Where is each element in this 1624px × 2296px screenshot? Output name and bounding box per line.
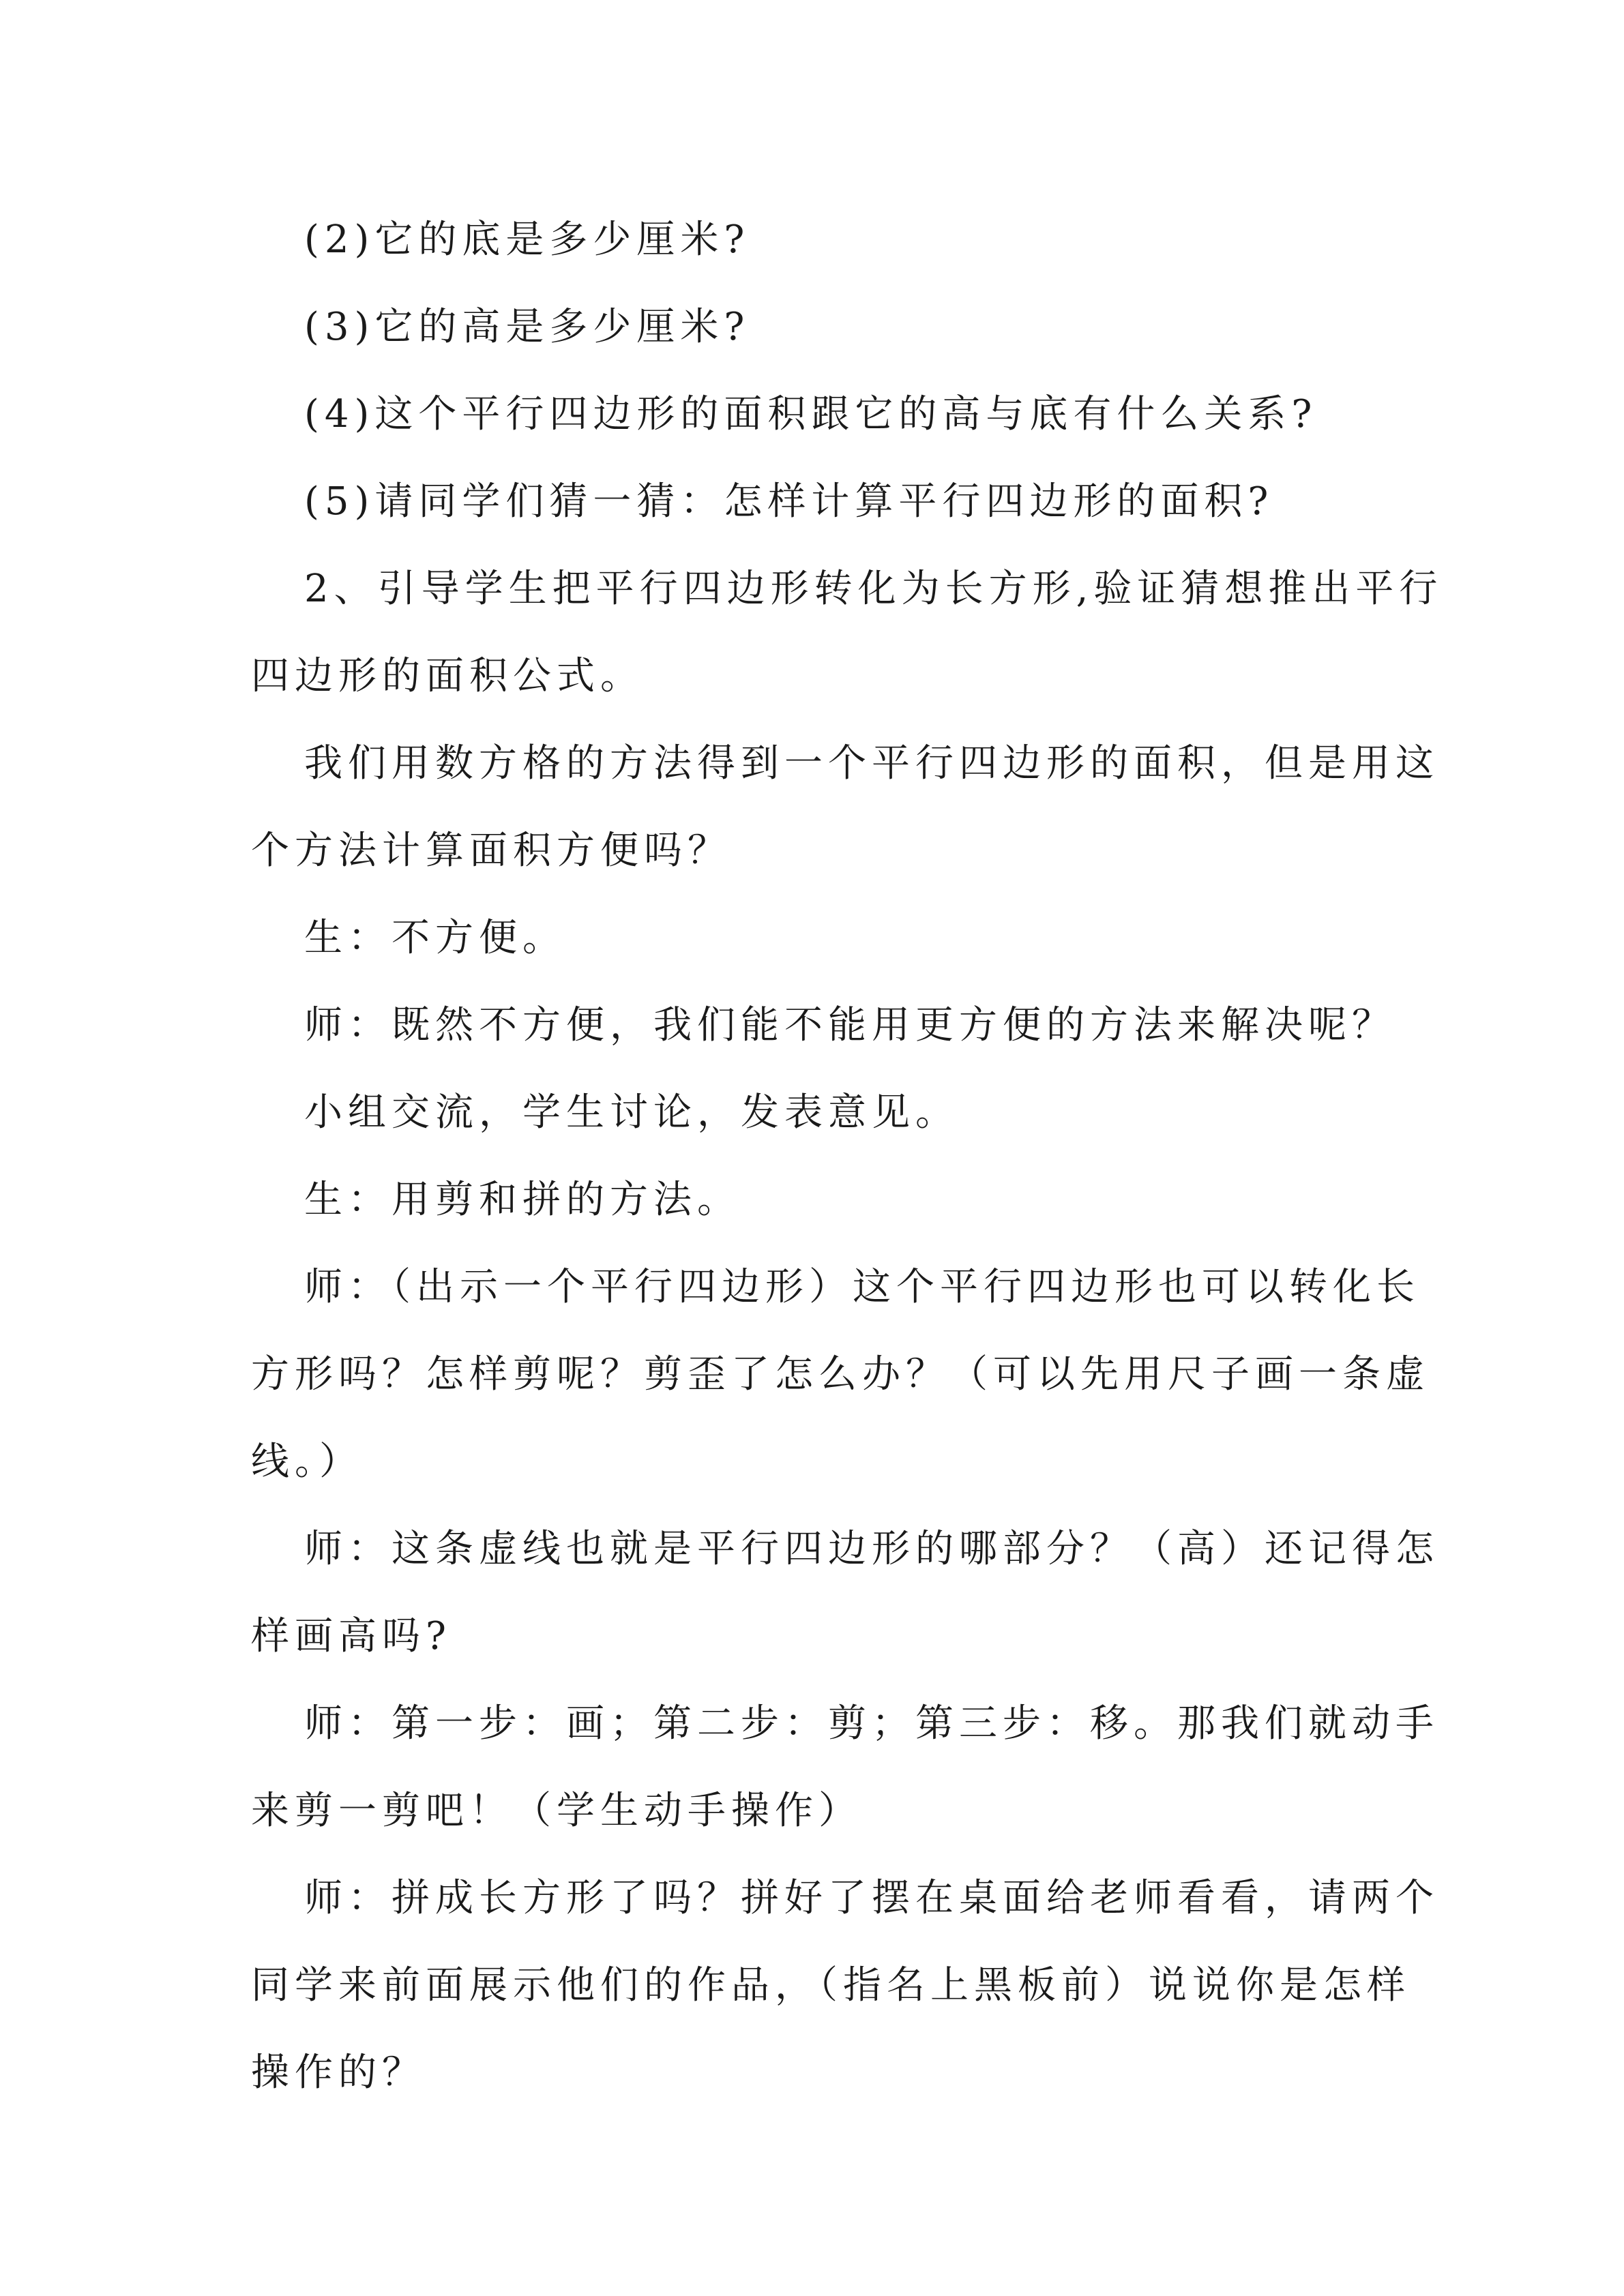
teacher-line: 师：第一步：画；第二步：剪；第三步：移。那我们就动手 (304, 1701, 1439, 1746)
paragraph-line: 小组交流，学生讨论，发表意见。 (304, 1090, 959, 1135)
teacher-line-continued: 样画高吗? (251, 1614, 452, 1658)
teacher-line-continued: 线。） (251, 1440, 363, 1484)
student-reply: 生：不方便。 (304, 916, 566, 960)
question-3: (3)它的高是多少厘米? (304, 305, 750, 349)
question-2: (2)它的底是多少厘米? (304, 218, 750, 262)
student-reply: 生：用剪和拼的方法。 (304, 1178, 741, 1222)
teacher-line-continued: 来剪一剪吧！（学生动手操作） (251, 1789, 862, 1833)
teacher-line: 师：拼成长方形了吗？拼好了摆在桌面给老师看看，请两个 (304, 1876, 1439, 1920)
teacher-line-continued: 同学来前面展示他们的作品，（指名上黑板前）说说你是怎样 (251, 1963, 1411, 2008)
question-5: (5)请同学们猜一猜：怎样计算平行四边形的面积? (304, 479, 1274, 524)
teacher-line: 师：这条虚线也就是平行四边形的哪部分？（高）还记得怎 (304, 1527, 1439, 1571)
teacher-line-continued: 操作的？ (251, 2051, 426, 2095)
teacher-line-continued: 方形吗？怎样剪呢？剪歪了怎么办？（可以先用尺子画一条虚 (251, 1352, 1430, 1397)
paragraph-line: 个方法计算面积方便吗？ (251, 829, 731, 873)
section-2-heading-line-2: 四边形的面积公式。 (251, 654, 644, 698)
teacher-line: 师：（出示一个平行四边形）这个平行四边形也可以转化长 (304, 1265, 1420, 1309)
paragraph-line: 我们用数方格的方法得到一个平行四边形的面积，但是用这 (304, 741, 1439, 786)
section-2-heading-line-1: 2、引导学生把平行四边形转化为长方形,验证猜想推出平行 (304, 567, 1443, 611)
teacher-line: 师：既然不方便，我们能不能用更方便的方法来解决呢？ (304, 1003, 1396, 1047)
question-4: (4)这个平行四边形的面积跟它的高与底有什么关系? (304, 392, 1318, 436)
